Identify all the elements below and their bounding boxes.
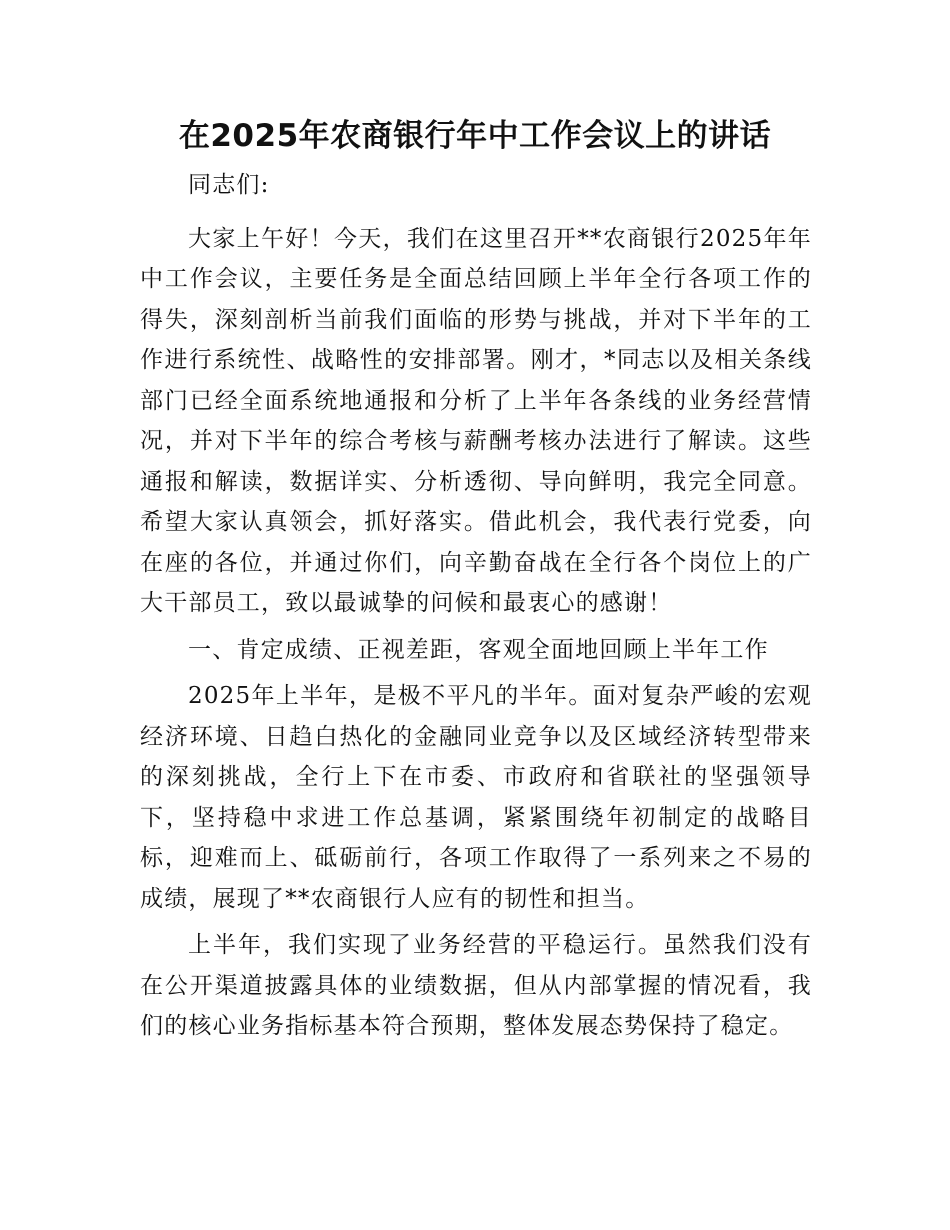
document-title: 在2025年农商银行年中工作会议上的讲话 xyxy=(178,118,772,154)
section-paragraph: 2025年上半年，是极不平凡的半年。面对复杂严峻的宏观经济环境、日趋白热化的金融同业竞争以及区域经济转型带来的深刻挑战，全行上下在市委、市政府和省联社的坚强领导下，坚持稳中求进工作总基调，紧紧围绕年初制定的战略目标，迎难而上、砥砺前行，各项工作取得了一系列来之不易的成绩，展现了**农商银行人应有的韧性和担当。 xyxy=(140,683,812,912)
salutation: 同志们: xyxy=(188,172,270,198)
section-paragraph: 上半年，我们实现了业务经营的平稳运行。虽然我们没有在公开渠道披露具体的业绩数据，但从内部掌握的情况看，我们的核心业务指标基本符合预期，整体发展态势保持了稳定。 xyxy=(140,932,812,1039)
section-heading: 一、肯定成绩、正视差距，客观全面地回顾上半年工作 xyxy=(188,636,769,663)
opening-paragraph: 大家上午好！今天，我们在这里召开**农商银行2025年年中工作会议，主要任务是全面总结回顾上半年全行各项工作的得失，深刻剖析当前我们面临的形势与挑战，并对下半年的工作进行系统性、战略性的安排部署。刚才，*同志以及相关条线部门已经全面系统地通报和分析了上半年各条线的业务经营情况，并对下半年的综合考核与薪酬考核办法进行了解读。这些通报和解读，数据详实、分析透彻、导向鲜明，我完全同意。希望大家认真领会，抓好落实。借此机会，我代表行党委，向在座的各位，并通过你们，向辛勤奋战在全行各个岗位上的广大干部员工，致以最诚挚的问候和最衷心的感谢！ xyxy=(140,225,812,616)
document-body xyxy=(140,165,812,1053)
